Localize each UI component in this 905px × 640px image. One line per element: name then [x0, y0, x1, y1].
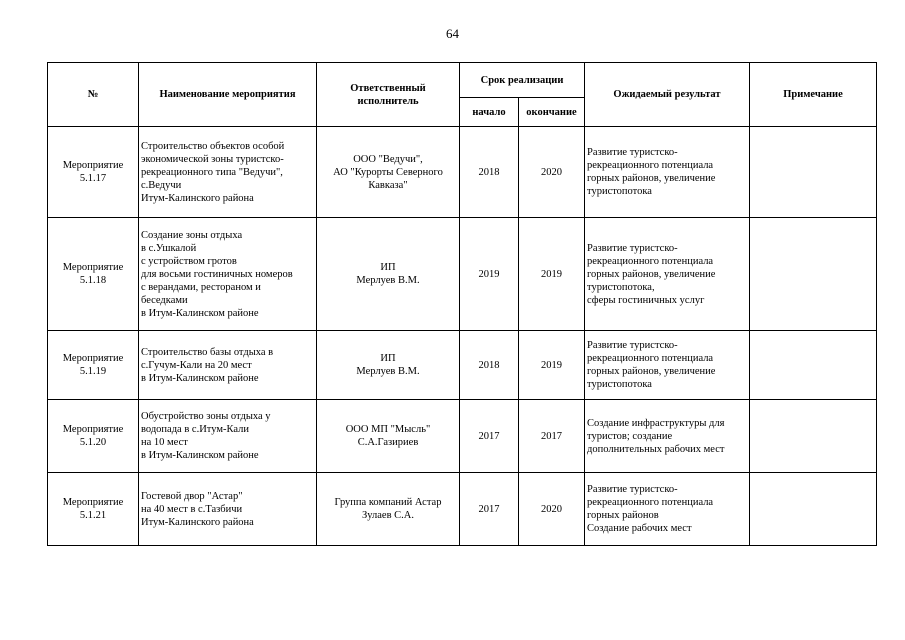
table-row	[48, 331, 877, 400]
row-responsible: ООО МП "Мысль" С.А.Газириев	[317, 400, 460, 473]
activities-table	[47, 62, 877, 546]
header-result: Ожидаемый результат	[585, 63, 750, 127]
header-row	[48, 63, 877, 98]
row-result: Развитие туристско- рекреационного потенциала горных районов, увеличение туристопотока	[585, 331, 750, 400]
row-result: Развитие туристско- рекреационного потенциала горных районов, увеличение туристопотока	[585, 127, 750, 218]
header-responsible: Ответственный исполнитель	[317, 63, 460, 127]
row-number: Мероприятие 5.1.20	[48, 400, 139, 473]
row-end: 2019	[519, 331, 585, 400]
row-name: Строительство базы отдыха в с.Гучум-Кали на 20 мест в Итум-Калинском районе	[139, 331, 317, 400]
row-note	[750, 400, 877, 473]
row-note	[750, 127, 877, 218]
table-row	[48, 400, 877, 473]
table-row	[48, 218, 877, 331]
row-start: 2019	[460, 218, 519, 331]
row-number: Мероприятие 5.1.17	[48, 127, 139, 218]
row-result: Создание инфраструктуры для туристов; создание дополнительных рабочих мест	[585, 400, 750, 473]
row-name: Обустройство зоны отдыха у водопада в с.Итум-Кали на 10 мест в Итум-Калинском районе	[139, 400, 317, 473]
row-name: Создание зоны отдыха в с.Ушкалой с устройством гротов для восьми гостиничных номеров с верандами, рестораном и беседками в Итум-Калинском районе	[139, 218, 317, 331]
row-end: 2019	[519, 218, 585, 331]
header-start: начало	[460, 98, 519, 127]
row-note	[750, 473, 877, 546]
header-note: Примечание	[750, 63, 877, 127]
page-number: 64	[446, 26, 459, 41]
header-end: окончание	[519, 98, 585, 127]
row-end: 2017	[519, 400, 585, 473]
table-row	[48, 127, 877, 218]
row-result: Развитие туристско- рекреационного потенциала горных районов Создание рабочих мест	[585, 473, 750, 546]
row-end: 2020	[519, 127, 585, 218]
row-name: Строительство объектов особой экономической зоны туристско- рекреационного типа "Ведучи", с.Ведучи Итум-Калинского района	[139, 127, 317, 218]
row-responsible: ИП Мерлуев В.М.	[317, 331, 460, 400]
row-start: 2018	[460, 331, 519, 400]
header-name: Наименование мероприятия	[139, 63, 317, 127]
row-name: Гостевой двор "Астар" на 40 мест в с.Тазбичи Итум-Калинского района	[139, 473, 317, 546]
row-result: Развитие туристско- рекреационного потенциала горных районов, увеличение туристопотока, сферы гостиничных услуг	[585, 218, 750, 331]
row-start: 2018	[460, 127, 519, 218]
row-number: Мероприятие 5.1.18	[48, 218, 139, 331]
row-number: Мероприятие 5.1.21	[48, 473, 139, 546]
row-start: 2017	[460, 400, 519, 473]
row-responsible: ООО "Ведучи", АО "Курорты Северного Кавказа"	[317, 127, 460, 218]
row-note	[750, 331, 877, 400]
header-term: Срок реализации	[460, 63, 585, 98]
row-responsible: Группа компаний Астар Зулаев С.А.	[317, 473, 460, 546]
row-number: Мероприятие 5.1.19	[48, 331, 139, 400]
row-note	[750, 218, 877, 331]
row-responsible: ИП Мерлуев В.М.	[317, 218, 460, 331]
row-start: 2017	[460, 473, 519, 546]
header-number: №	[48, 63, 139, 127]
row-end: 2020	[519, 473, 585, 546]
table-row	[48, 473, 877, 546]
